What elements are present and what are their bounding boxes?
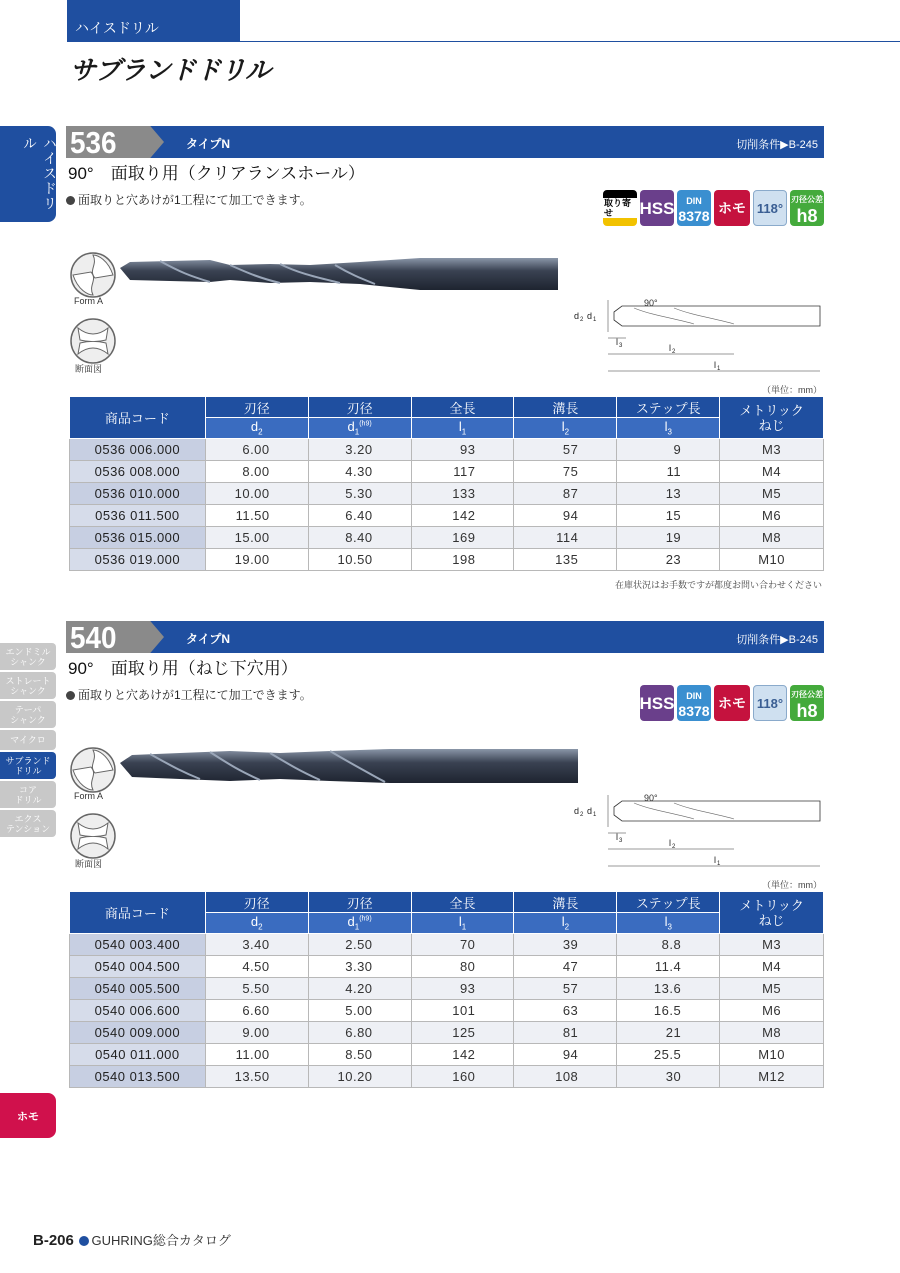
page-footer [33, 1230, 231, 1249]
svg-text:d: d [574, 806, 580, 816]
bullet-icon [66, 691, 75, 700]
unit-label: （単位：mm） [762, 880, 822, 890]
series-number: 540 [70, 620, 117, 655]
svg-text:l: l [669, 343, 671, 353]
table-row[interactable]: 0540 011.000 11.00 8.50 142 94 25.5 M10 [70, 1044, 824, 1066]
hss-badge-icon: HSS [640, 685, 674, 721]
stock-note: 在庫状況はお手数ですが都度お問い合わせください [614, 580, 822, 590]
side-nav-item[interactable]: コア ドリル [0, 781, 56, 808]
table-row[interactable]: 0536 019.000 19.00 10.50 198 135 23 M10 [70, 549, 824, 571]
side-nav-item[interactable]: ストレート シャンク [0, 672, 56, 699]
dimension-diagram [574, 791, 824, 871]
col-header-d1: 刃径 [308, 397, 411, 418]
homo-tab[interactable]: ホモ [0, 1093, 56, 1138]
feature-text: 面取りと穴あけが1工程にて加工できます。 [66, 191, 312, 208]
side-nav-item[interactable]: マイクロ [0, 730, 56, 750]
angle-label: 90° [644, 298, 658, 308]
svg-text:2: 2 [672, 844, 676, 850]
section-header-bar [66, 621, 824, 653]
col-header-thread: メトリック ねじ [720, 397, 824, 439]
hss-badge-icon: HSS [640, 190, 674, 226]
drill-image [120, 256, 560, 292]
svg-text:l: l [616, 832, 618, 842]
col-header-thread: メトリック ねじ [720, 892, 824, 934]
type-label: タイプN [186, 137, 231, 151]
tolerance-badge-icon: 刃径公差 h8 [790, 190, 824, 226]
cross-section-label: 断面図 [75, 859, 103, 869]
page-number: B-206 [33, 1232, 74, 1249]
cross-section-label: 断面図 [75, 364, 103, 374]
angle-label: 90° [644, 793, 658, 803]
svg-text:d: d [574, 311, 580, 321]
section-subtitle: 90° 面取り用（ねじ下穴用） [68, 659, 298, 678]
svg-text:l: l [616, 337, 618, 347]
din-badge-icon: DIN 8378 [677, 685, 711, 721]
table-row[interactable]: 0540 009.000 9.00 6.80 125 81 21 M8 [70, 1022, 824, 1044]
table-row[interactable]: 0536 006.000 6.00 3.20 93 57 9 M3 [70, 439, 824, 461]
type-label: タイプN [186, 632, 231, 646]
svg-text:3: 3 [619, 838, 623, 844]
badge-row [603, 190, 824, 226]
spec-table: 商品コード 刃径 刃径 全長 溝長 ステップ長 メトリック ねじ $d_2$ $d_1^{(h9)}$ $l_1$ $l_2$ $l_3$ 0540 003.400 3.40 2.50 70 39 8.8 M3 0540 004.500 4.50 3.30 80 47 11.4 M4 0540 005.500 5.50 4.20 93 57 13.6 M5 0540 006.600 6.60 5.00 101 63 16.5 M6 0540 009.000 9.00 6.80 125 81 21 M8 0540 011.000 11.00 8.50 142 94 25.5 M10 0540 013.500 13.50 10.20 160 108 30 M12 [69, 891, 824, 1088]
svg-text:l: l [714, 360, 716, 370]
table-row[interactable]: 0540 004.500 4.50 3.30 80 47 11.4 M4 [70, 956, 824, 978]
svg-text:l: l [714, 855, 716, 865]
din-badge-icon: DIN 8378 [677, 190, 711, 226]
side-nav [0, 643, 56, 839]
catalog-name: GUHRING総合カタログ [91, 1233, 231, 1248]
svg-text:2: 2 [672, 349, 676, 355]
page-title: サブランドドリル [70, 55, 271, 85]
table-row[interactable]: 0540 003.400 3.40 2.50 70 39 8.8 M3 [70, 934, 824, 956]
tolerance-badge-icon: 刃径公差 h8 [790, 685, 824, 721]
col-header-d2: 刃径 [205, 892, 308, 913]
col-header-d2: 刃径 [205, 397, 308, 418]
svg-text:2: 2 [580, 812, 584, 818]
bullet-icon [79, 1236, 89, 1246]
unit-label: （単位：mm） [762, 385, 822, 395]
table-row[interactable]: 0540 013.500 13.50 10.20 160 108 30 M12 [70, 1066, 824, 1088]
cutting-conditions-link[interactable]: 切削条件▶B-245 [736, 634, 818, 646]
side-category-tab[interactable]: ハイスドリル [0, 126, 56, 222]
point-angle-badge-icon: 118° [753, 190, 787, 226]
form-a-icon [68, 745, 118, 795]
point-angle-badge-icon: 118° [753, 685, 787, 721]
section-subtitle: 90° 面取り用（クリアランスホール） [68, 164, 365, 183]
table-row[interactable]: 0536 015.000 15.00 8.40 169 114 19 M8 [70, 527, 824, 549]
col-header-l2: 溝長 [514, 892, 617, 913]
side-nav-item[interactable]: テーパ シャンク [0, 701, 56, 728]
svg-text:1: 1 [593, 812, 597, 818]
bullet-icon [66, 196, 75, 205]
svg-text:1: 1 [717, 366, 721, 372]
table-row[interactable]: 0536 010.000 10.00 5.30 133 87 13 M5 [70, 483, 824, 505]
feature-text: 面取りと穴あけが1工程にて加工できます。 [66, 686, 312, 703]
drill-image [120, 747, 580, 787]
spec-table: 商品コード 刃径 刃径 全長 溝長 ステップ長 メトリック ねじ $d_2$ $d_1^{(h9)}$ $l_1$ $l_2$ $l_3$ 0536 006.000 6.00 3.20 93 57 9 M3 0536 008.000 8.00 4.30 117 75 11 M4 0536 010.000 10.00 5.30 133 87 13 M5 0536 011.500 11.50 6.40 142 94 15 M6 0536 015.000 15.00 8.40 169 114 19 M8 0536 019.000 19.00 10.50 198 135 23 M10 [69, 396, 824, 571]
table-row[interactable]: 0536 008.000 8.00 4.30 117 75 11 M4 [70, 461, 824, 483]
homo-badge-icon: ホモ [714, 190, 750, 226]
col-header-l1: 全長 [411, 892, 514, 913]
form-a-icon [68, 250, 118, 300]
table-row[interactable]: 0540 005.500 5.50 4.20 93 57 13.6 M5 [70, 978, 824, 1000]
col-header-l1: 全長 [411, 397, 514, 418]
col-header-code: 商品コード [70, 892, 206, 934]
svg-text:2: 2 [580, 317, 584, 323]
homo-badge-icon: ホモ [714, 685, 750, 721]
series-number: 536 [70, 125, 117, 160]
cross-section-icon [68, 811, 118, 861]
form-a-label: Form A [74, 296, 104, 306]
col-header-l3: ステップ長 [617, 397, 720, 418]
table-row[interactable]: 0540 006.600 6.60 5.00 101 63 16.5 M6 [70, 1000, 824, 1022]
germany-order-badge-icon: 取り寄せ [603, 190, 637, 226]
cross-section-icon [68, 316, 118, 366]
svg-text:d: d [587, 311, 593, 321]
header-rule [240, 41, 900, 42]
svg-text:1: 1 [717, 861, 721, 867]
svg-text:d: d [587, 806, 593, 816]
svg-text:1: 1 [593, 317, 597, 323]
badge-row [640, 685, 824, 721]
side-nav-item-active[interactable]: サブランド ドリル [0, 752, 56, 779]
col-header-l2: 溝長 [514, 397, 617, 418]
col-header-code: 商品コード [70, 397, 206, 439]
table-row[interactable]: 0536 011.500 11.50 6.40 142 94 15 M6 [70, 505, 824, 527]
svg-text:3: 3 [619, 343, 623, 349]
side-nav-item[interactable]: エンドミル シャンク [0, 643, 56, 670]
svg-text:l: l [669, 838, 671, 848]
category-tab: ハイスドリル [67, 0, 240, 42]
section-header-bar [66, 126, 824, 158]
form-a-label: Form A [74, 791, 104, 801]
cutting-conditions-link[interactable]: 切削条件▶B-245 [736, 139, 818, 151]
side-nav-item[interactable]: エクス テンション [0, 810, 56, 837]
col-header-d1: 刃径 [308, 892, 411, 913]
dimension-diagram [574, 296, 824, 376]
col-header-l3: ステップ長 [617, 892, 720, 913]
